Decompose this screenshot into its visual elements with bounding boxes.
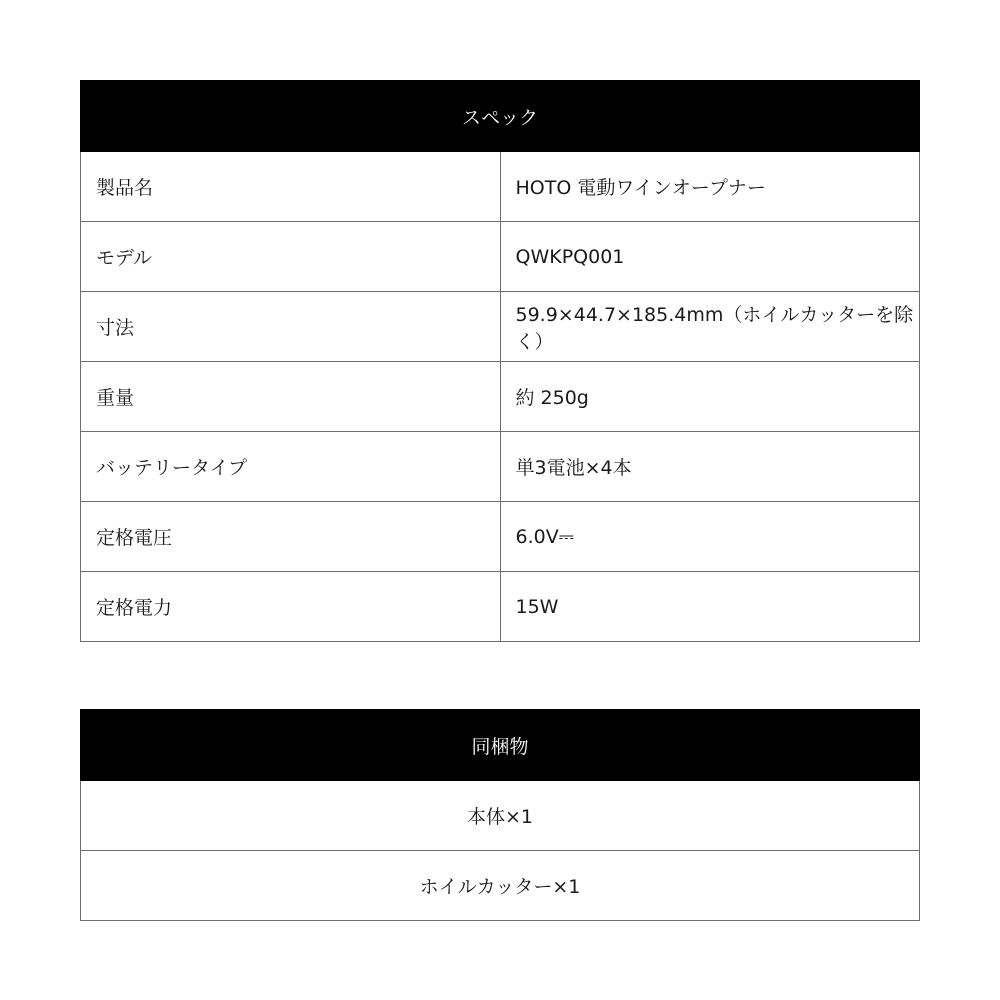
spec-label-weight: 重量 [81,362,501,432]
spec-row-product-name [81,152,920,222]
contents-item-main-unit: 本体×1 [81,781,920,851]
spec-value-weight: 約 250g [500,362,920,432]
spec-row-rated-power [81,572,920,642]
contents-row [81,851,920,921]
contents-table [80,709,920,921]
spec-label-model: モデル [81,222,501,292]
spec-value-product-name: HOTO 電動ワインオープナー [500,152,920,222]
spec-value-rated-voltage: 6.0V⎓ [500,502,920,572]
spec-label-rated-power: 定格電力 [81,572,501,642]
spec-value-battery-type: 単3電池×4本 [500,432,920,502]
contents-row [81,781,920,851]
spec-row-weight [81,362,920,432]
spec-label-product-name: 製品名 [81,152,501,222]
spec-row-dimensions [81,292,920,362]
spec-value-dimensions: 59.9×44.7×185.4mm（ホイルカッターを除く） [500,292,920,362]
spec-table [80,80,920,642]
spec-value-rated-power: 15W [500,572,920,642]
spec-header-row [81,81,920,152]
contents-title: 同梱物 [81,710,920,781]
contents-item-foil-cutter: ホイルカッター×1 [81,851,920,921]
spec-title: スペック [81,81,920,152]
spec-row-model [81,222,920,292]
spec-row-rated-voltage [81,502,920,572]
spec-row-battery-type [81,432,920,502]
spec-label-rated-voltage: 定格電圧 [81,502,501,572]
contents-header-row [81,710,920,781]
spec-label-dimensions: 寸法 [81,292,501,362]
spec-value-model: QWKPQ001 [500,222,920,292]
spec-label-battery-type: バッテリータイプ [81,432,501,502]
